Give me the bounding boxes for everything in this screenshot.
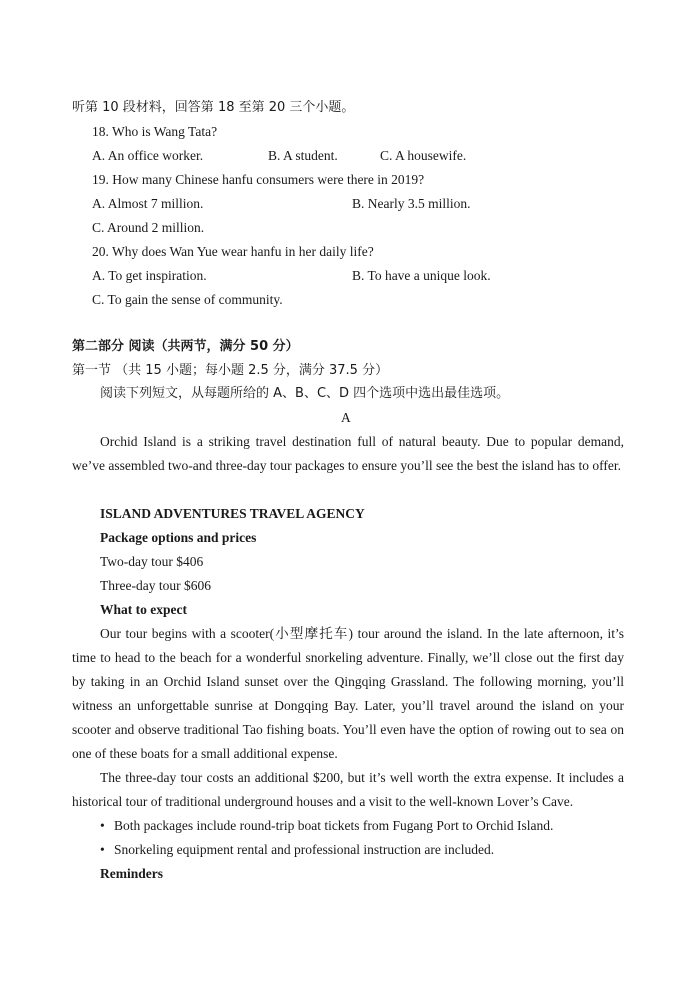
- q19-option-c: C. Around 2 million.: [92, 220, 205, 235]
- q20-option-b: B. To have a unique look.: [352, 268, 491, 283]
- q19-option-a: A. Almost 7 million.: [92, 196, 204, 211]
- q18-option-c: C. A housewife.: [380, 148, 467, 163]
- bullet-text-2: Snorkeling equipment rental and professional instruction are included.: [114, 842, 495, 857]
- package-three-day: Three-day tour $606: [100, 578, 211, 593]
- q20-option-a: A. To get inspiration.: [92, 268, 207, 283]
- bullet-icon: •: [100, 842, 105, 857]
- q18-option-a: A. An office worker.: [92, 148, 204, 163]
- question-19: 19. How many Chinese hanfu consumers were there in 2019?: [92, 172, 425, 187]
- section-one-title: 第一节 （共 15 小题；每小题 2.5 分，满分 37.5 分）: [72, 363, 389, 378]
- expect-paragraph-2: The three-day tour costs an additional $200, but it’s well worth the extra expense. It includes a historical tour of traditional underground houses and a visit to the well-known Lover’s Cave.: [72, 770, 624, 809]
- expect-heading: What to expect: [100, 602, 187, 617]
- bullet-item-1: [100, 816, 553, 836]
- listening-header: 听第 10 段材料，回答第 18 至第 20 三个小题。: [72, 100, 355, 115]
- q20-option-c: C. To gain the sense of community.: [92, 292, 283, 307]
- agency-name: ISLAND ADVENTURES TRAVEL AGENCY: [100, 506, 365, 521]
- reminders-heading: Reminders: [100, 866, 163, 881]
- question-18: 18. Who is Wang Tata?: [92, 124, 218, 139]
- passage-label: A: [341, 410, 351, 425]
- expect-paragraph-1: Our tour begins with a scooter(小型摩托车) tour around the island. In the late afternoon, it’s time to head to the beach for a wonderful snorkeling adventure. Finally, we’ll close out the first day by taking in an Orchid Island sunset over the Qingqing Grassland. The following morning, you’ll witness an unforgettable sunrise at Dongqing Bay. Later, you’ll travel around the island on your scooter and observe traditional Tao fishing boats. You’ll even have the option of rowing out to sea on one of these boats for a small additional expense.: [72, 626, 624, 761]
- passage-intro: Orchid Island is a striking travel destination full of natural beauty. Due to popular demand, we’ve assembled two-and three-day tour packages to ensure you’ll see the best the island has to offer.: [72, 434, 624, 473]
- bullet-item-2: [100, 840, 494, 860]
- package-two-day: Two-day tour $406: [100, 554, 204, 569]
- q18-option-b: B. A student.: [268, 148, 338, 163]
- reading-instruction: 阅读下列短文，从每题所给的 A、B、C、D 四个选项中选出最佳选项。: [100, 386, 510, 401]
- q19-option-b: B. Nearly 3.5 million.: [352, 196, 471, 211]
- question-20: 20. Why does Wan Yue wear hanfu in her daily life?: [92, 244, 374, 259]
- packages-heading: Package options and prices: [100, 530, 257, 545]
- bullet-icon: •: [100, 818, 105, 833]
- part-two-title: 第二部分 阅读（共两节，满分 50 分）: [72, 339, 299, 354]
- bullet-text-1: Both packages include round-trip boat tickets from Fugang Port to Orchid Island.: [114, 818, 554, 833]
